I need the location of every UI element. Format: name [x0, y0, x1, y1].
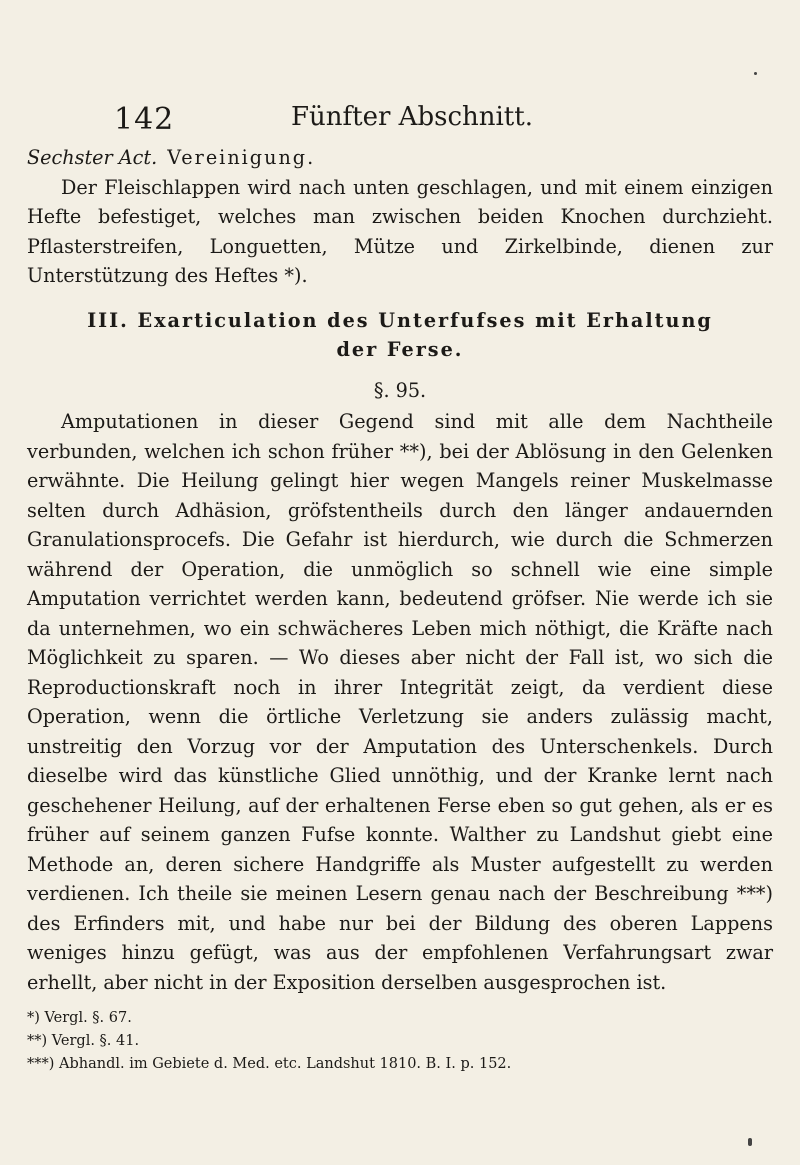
- act-label: Sechster Act.: [27, 146, 158, 169]
- page-header: [114, 98, 710, 138]
- paragraph-2: Amputationen in dieser Gegend sind mit alle dem Nachtheile verbunden, welchen ich schon früher **), bei der Ablösung in den Gelenken erwähnte. Die Heilung gelingt hier wegen Mangels reiner Muskelmasse selten durch Adhäsion, gröfstentheils durch den länger andauernden Granulationsprocefs. Die Gefahr ist hierdurch, wie durch die Schmerzen während der Operation, die unmöglich so schnell wie eine simple Amputation verrichtet werden kann, bedeutend gröfser. Nie werde ich sie da unternehmen, wo ein schwächeres Leben mich nöthigt, die Kräfte nach Möglichkeit zu sparen. — Wo dieses aber nicht der Fall ist, wo sich die Reproductionskraft noch in ihrer Integrität zeigt, da verdient diese Operation, wenn die örtliche Verletzung sie anders zulässig macht, unstreitig den Vorzug vor der Amputation des Unterschenkels. Durch dieselbe wird das künstliche Glied unnöthig, und der Kranke lernt nach geschehener Heilung, auf der erhaltenen Ferse eben so gut gehen, als er es früher auf seinem ganzen Fufse konnte. Walther zu Landshut giebt eine Methode an, deren sichere Handgriffe als Muster aufgestellt zu werden verdienen. Ich theile sie meinen Lesern genau nach der Beschreibung ***) des Erfinders mit, und habe nur bei der Bildung des oberen Lappens weniges hinzu gefügt, was aus der empfohlenen Verfahrungsart zwar erhellt, aber nicht in der Exposition derselben ausgesprochen ist.: [27, 410, 773, 994]
- act-name: Vereinigung.: [167, 146, 316, 169]
- footnote-1: *) Vergl. §. 67.: [27, 1010, 132, 1026]
- running-title: Fünfter Abschnitt.: [291, 102, 533, 132]
- act-heading: [27, 143, 773, 173]
- section-title: [27, 306, 773, 364]
- body-text: [27, 143, 773, 1076]
- paper-speck: [748, 1138, 752, 1146]
- section-title-line-1: III. Exarticulation des Unterfufses mit Erhaltung: [87, 308, 713, 332]
- section-title-line-2: der Ferse.: [336, 337, 464, 361]
- footnote-2: **) Vergl. §. 41.: [27, 1033, 140, 1049]
- footnotes: [27, 1007, 773, 1076]
- footnote-3: ***) Abhandl. im Gebiete d. Med. etc. Landshut 1810. B. I. p. 152.: [27, 1056, 512, 1072]
- page-number: 142: [114, 102, 175, 137]
- paper-speck: [754, 72, 757, 75]
- paragraph-number: §. 95.: [373, 378, 427, 402]
- paragraph-1: Der Fleischlappen wird nach unten geschlagen, und mit einem einzigen Hefte befestiget, welches man zwischen beiden Knochen durchzieht. Pflasterstreifen, Longuetten, Mütze und Zirkelbinde, dienen zur Unterstützung des Heftes *).: [27, 175, 773, 287]
